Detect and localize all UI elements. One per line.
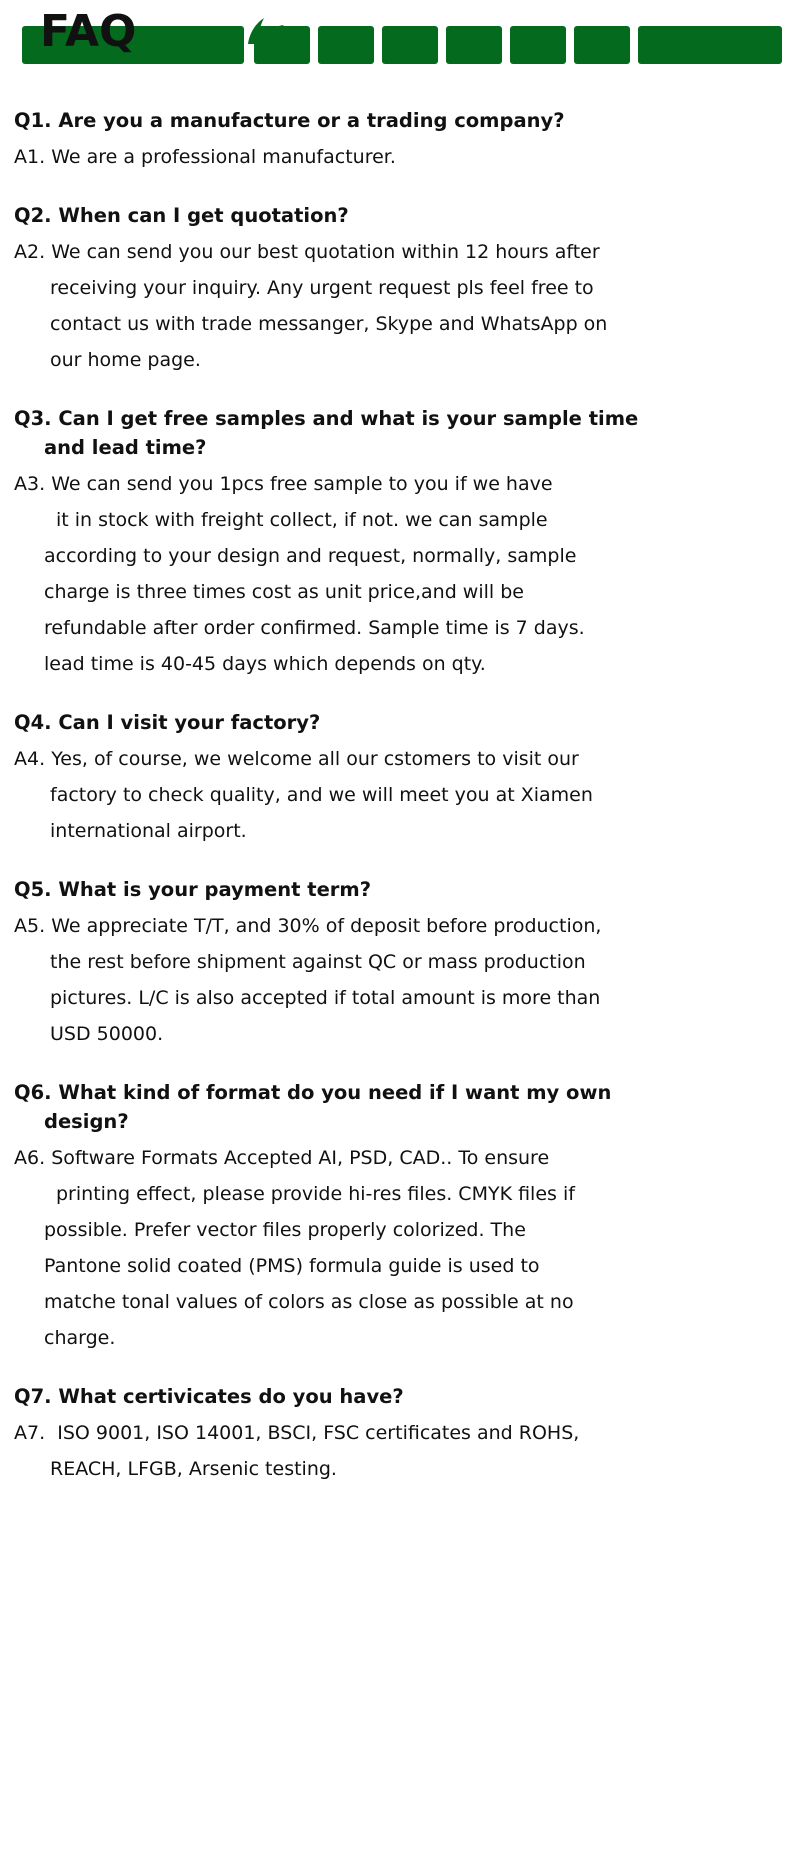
faq-item <box>12 708 778 849</box>
faq-answer-line: USD 50000. <box>50 1023 164 1045</box>
faq-question <box>12 106 778 135</box>
leaf-icon <box>238 16 286 46</box>
faq-answer-line: We appreciate T/T, and 30% of deposit before production, <box>51 915 602 937</box>
faq-question <box>12 1382 778 1411</box>
faq-item <box>12 106 778 175</box>
faq-question-label: Q7. <box>14 1385 52 1408</box>
faq-page <box>0 8 790 1849</box>
faq-question-text: Can I get free samples and what is your sample time <box>58 407 639 430</box>
faq-question <box>12 404 778 462</box>
faq-answer-line: charge. <box>44 1327 116 1349</box>
faq-question <box>12 1078 778 1136</box>
faq-list <box>12 106 778 1487</box>
faq-item <box>12 1382 778 1487</box>
faq-question-text: Are you a manufacture or a trading company? <box>58 109 565 132</box>
faq-answer-line: refundable after order confirmed. Sample time is 7 days. <box>44 617 585 639</box>
faq-question-label: Q1. <box>14 109 52 132</box>
faq-answer-label: A7. <box>14 1422 46 1444</box>
faq-question <box>12 708 778 737</box>
faq-answer-line: contact us with trade messanger, Skype and WhatsApp on <box>50 313 608 335</box>
faq-question-label: Q4. <box>14 711 52 734</box>
faq-answer-line: according to your design and request, normally, sample <box>44 545 577 567</box>
faq-answer-line: charge is three times cost as unit price,and will be <box>44 581 524 603</box>
faq-answer-line: matche tonal values of colors as close as possible at no <box>44 1291 574 1313</box>
faq-answer-line: Pantone solid coated (PMS) formula guide is used to <box>44 1255 540 1277</box>
faq-item <box>12 1078 778 1356</box>
faq-answer-label: A5. <box>14 915 46 937</box>
faq-question-label: Q2. <box>14 204 52 227</box>
faq-answer-line: our home page. <box>50 349 201 371</box>
faq-answer <box>12 1415 778 1487</box>
faq-answer <box>12 139 778 175</box>
faq-question-text: Can I visit your factory? <box>58 711 321 734</box>
faq-answer-label: A4. <box>14 748 46 770</box>
faq-answer-line: Yes, of course, we welcome all our cstomers to visit our <box>51 748 579 770</box>
faq-question <box>12 875 778 904</box>
page-title: FAQ <box>40 6 137 57</box>
faq-answer-line: lead time is 40-45 days which depends on qty. <box>44 653 486 675</box>
faq-answer-line: We can send you our best quotation within 12 hours after <box>51 241 600 263</box>
faq-answer-label: A2. <box>14 241 46 263</box>
faq-answer-line: international airport. <box>50 820 247 842</box>
faq-answer-line: We are a professional manufacturer. <box>51 146 396 168</box>
faq-item <box>12 201 778 378</box>
faq-answer-line: REACH, LFGB, Arsenic testing. <box>50 1458 337 1480</box>
faq-item <box>12 404 778 682</box>
faq-question <box>12 201 778 230</box>
faq-answer-label: A6. <box>14 1147 46 1169</box>
faq-question-text-cont: and lead time? <box>44 436 207 459</box>
faq-answer-line: the rest before shipment against QC or mass production <box>50 951 586 973</box>
faq-answer-label: A3. <box>14 473 46 495</box>
faq-answer-line: We can send you 1pcs free sample to you if we have <box>51 473 553 495</box>
faq-answer-line: pictures. L/C is also accepted if total amount is more than <box>50 987 601 1009</box>
faq-answer-line: it in stock with freight collect, if not. we can sample <box>56 509 548 531</box>
faq-question-label: Q3. <box>14 407 52 430</box>
faq-item <box>12 875 778 1052</box>
faq-question-text: When can I get quotation? <box>58 204 349 227</box>
faq-banner <box>12 8 778 70</box>
faq-answer-line: ISO 9001, ISO 14001, BSCI, FSC certificates and ROHS, <box>51 1422 580 1444</box>
faq-answer-label: A1. <box>14 146 46 168</box>
faq-answer <box>12 234 778 378</box>
faq-answer-line: Software Formats Accepted AI, PSD, CAD.. To ensure <box>51 1147 550 1169</box>
faq-question-text: What certivicates do you have? <box>58 1385 404 1408</box>
faq-answer <box>12 741 778 849</box>
faq-answer-line: factory to check quality, and we will meet you at Xiamen <box>50 784 593 806</box>
faq-answer-line: receiving your inquiry. Any urgent request pls feel free to <box>50 277 594 299</box>
faq-answer <box>12 466 778 682</box>
faq-question-text: What is your payment term? <box>58 878 372 901</box>
faq-answer <box>12 908 778 1052</box>
faq-question-text-cont: design? <box>44 1110 129 1133</box>
faq-question-label: Q6. <box>14 1081 52 1104</box>
faq-answer <box>12 1140 778 1356</box>
faq-question-label: Q5. <box>14 878 52 901</box>
faq-answer-line: possible. Prefer vector files properly colorized. The <box>44 1219 526 1241</box>
faq-question-text: What kind of format do you need if I want my own <box>58 1081 612 1104</box>
faq-answer-line: printing effect, please provide hi-res files. CMYK files if <box>56 1183 575 1205</box>
